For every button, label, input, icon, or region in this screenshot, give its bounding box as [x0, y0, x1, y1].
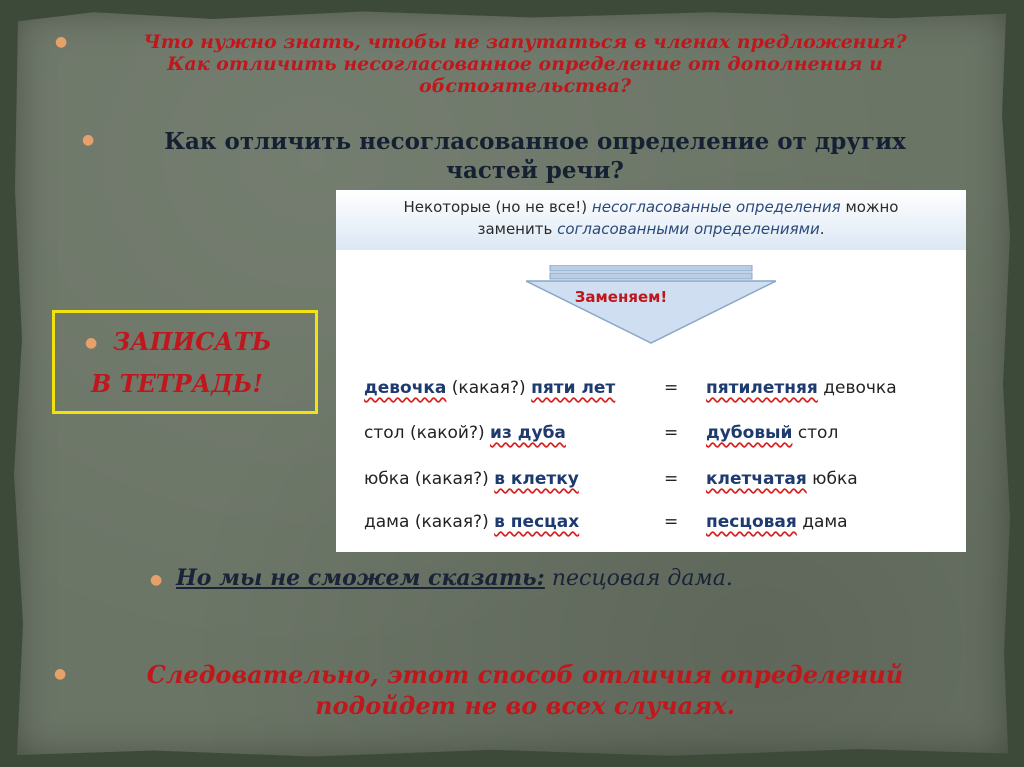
row-question: (какая?) [451, 378, 526, 398]
example-row [364, 423, 839, 443]
row-adjective: дубовый [706, 423, 793, 443]
row-noun: юбка [364, 469, 410, 489]
write-down-box [52, 310, 318, 414]
row-phrase: пяти лет [531, 378, 616, 398]
header-text: Некоторые (но не все!) [403, 198, 588, 216]
question2-line2: частей речи? [446, 157, 624, 184]
row-question: (какая?) [414, 512, 489, 532]
replacement-card [336, 190, 966, 552]
row-adjective: песцовая [706, 512, 797, 532]
equals-sign: = [664, 469, 679, 489]
example-row [364, 378, 897, 398]
row-phrase: из дуба [490, 423, 566, 443]
equals-sign: = [664, 423, 679, 443]
row-question: (какой?) [409, 423, 485, 443]
bullet-icon: ● [54, 666, 67, 682]
example-row [364, 512, 848, 532]
row-rest: стол [797, 423, 839, 443]
counterexample-phrase: песцовая дама. [551, 566, 733, 591]
conclusion-line2: подойдет не во всех случаях. [315, 691, 735, 720]
row-adjective: клетчатая [706, 469, 807, 489]
row-adjective: пятилетняя [706, 378, 818, 398]
question1-line2: Как отличить несогласованное определение от дополнения и [167, 53, 883, 75]
row-noun: дама [364, 512, 410, 532]
equals-sign: = [664, 378, 679, 398]
row-rest: юбка [812, 469, 858, 489]
question1-line3: обстоятельства? [418, 75, 632, 97]
header-text: заменить [477, 220, 553, 238]
equals-sign: = [664, 512, 679, 532]
bullet-icon: ● [82, 132, 95, 148]
row-phrase: в песцах [494, 512, 580, 532]
replace-label: Заменяем! [574, 288, 668, 306]
note-line2: В ТЕТРАДЬ! [91, 369, 263, 398]
row-question: (какая?) [414, 469, 489, 489]
row-noun: девочка [364, 378, 447, 398]
conclusion-line1: Следовательно, этот способ отличия определений [146, 660, 904, 689]
conclusion [60, 659, 990, 721]
card-header: Некоторые (но не все!) несогласованные определения можно заменить согласованными определениями. [336, 190, 966, 250]
note-line1: ЗАПИСАТЬ [113, 327, 272, 356]
question1-line1: Что нужно знать, чтобы не запутаться в членах предложения? [143, 31, 907, 53]
bullet-icon: ● [55, 34, 68, 50]
bullet-icon: ● [150, 572, 163, 588]
counterexample-lead: Но мы не сможем сказать: [176, 565, 545, 591]
row-rest: девочка [823, 378, 897, 398]
bullet-icon: ● [85, 335, 98, 351]
question-heading [60, 31, 990, 97]
row-phrase: в клетку [494, 469, 579, 489]
row-noun: стол [364, 423, 405, 443]
header-highlight: согласованными определениями [557, 220, 820, 238]
header-highlight: несогласованные определения [591, 198, 841, 216]
header-text: можно [845, 198, 899, 216]
example-row [364, 469, 858, 489]
question2-line1: Как отличить несогласованное определение от других [164, 128, 906, 155]
counterexample [176, 565, 733, 591]
subquestion-heading [70, 127, 1000, 185]
row-rest: дама [802, 512, 848, 532]
